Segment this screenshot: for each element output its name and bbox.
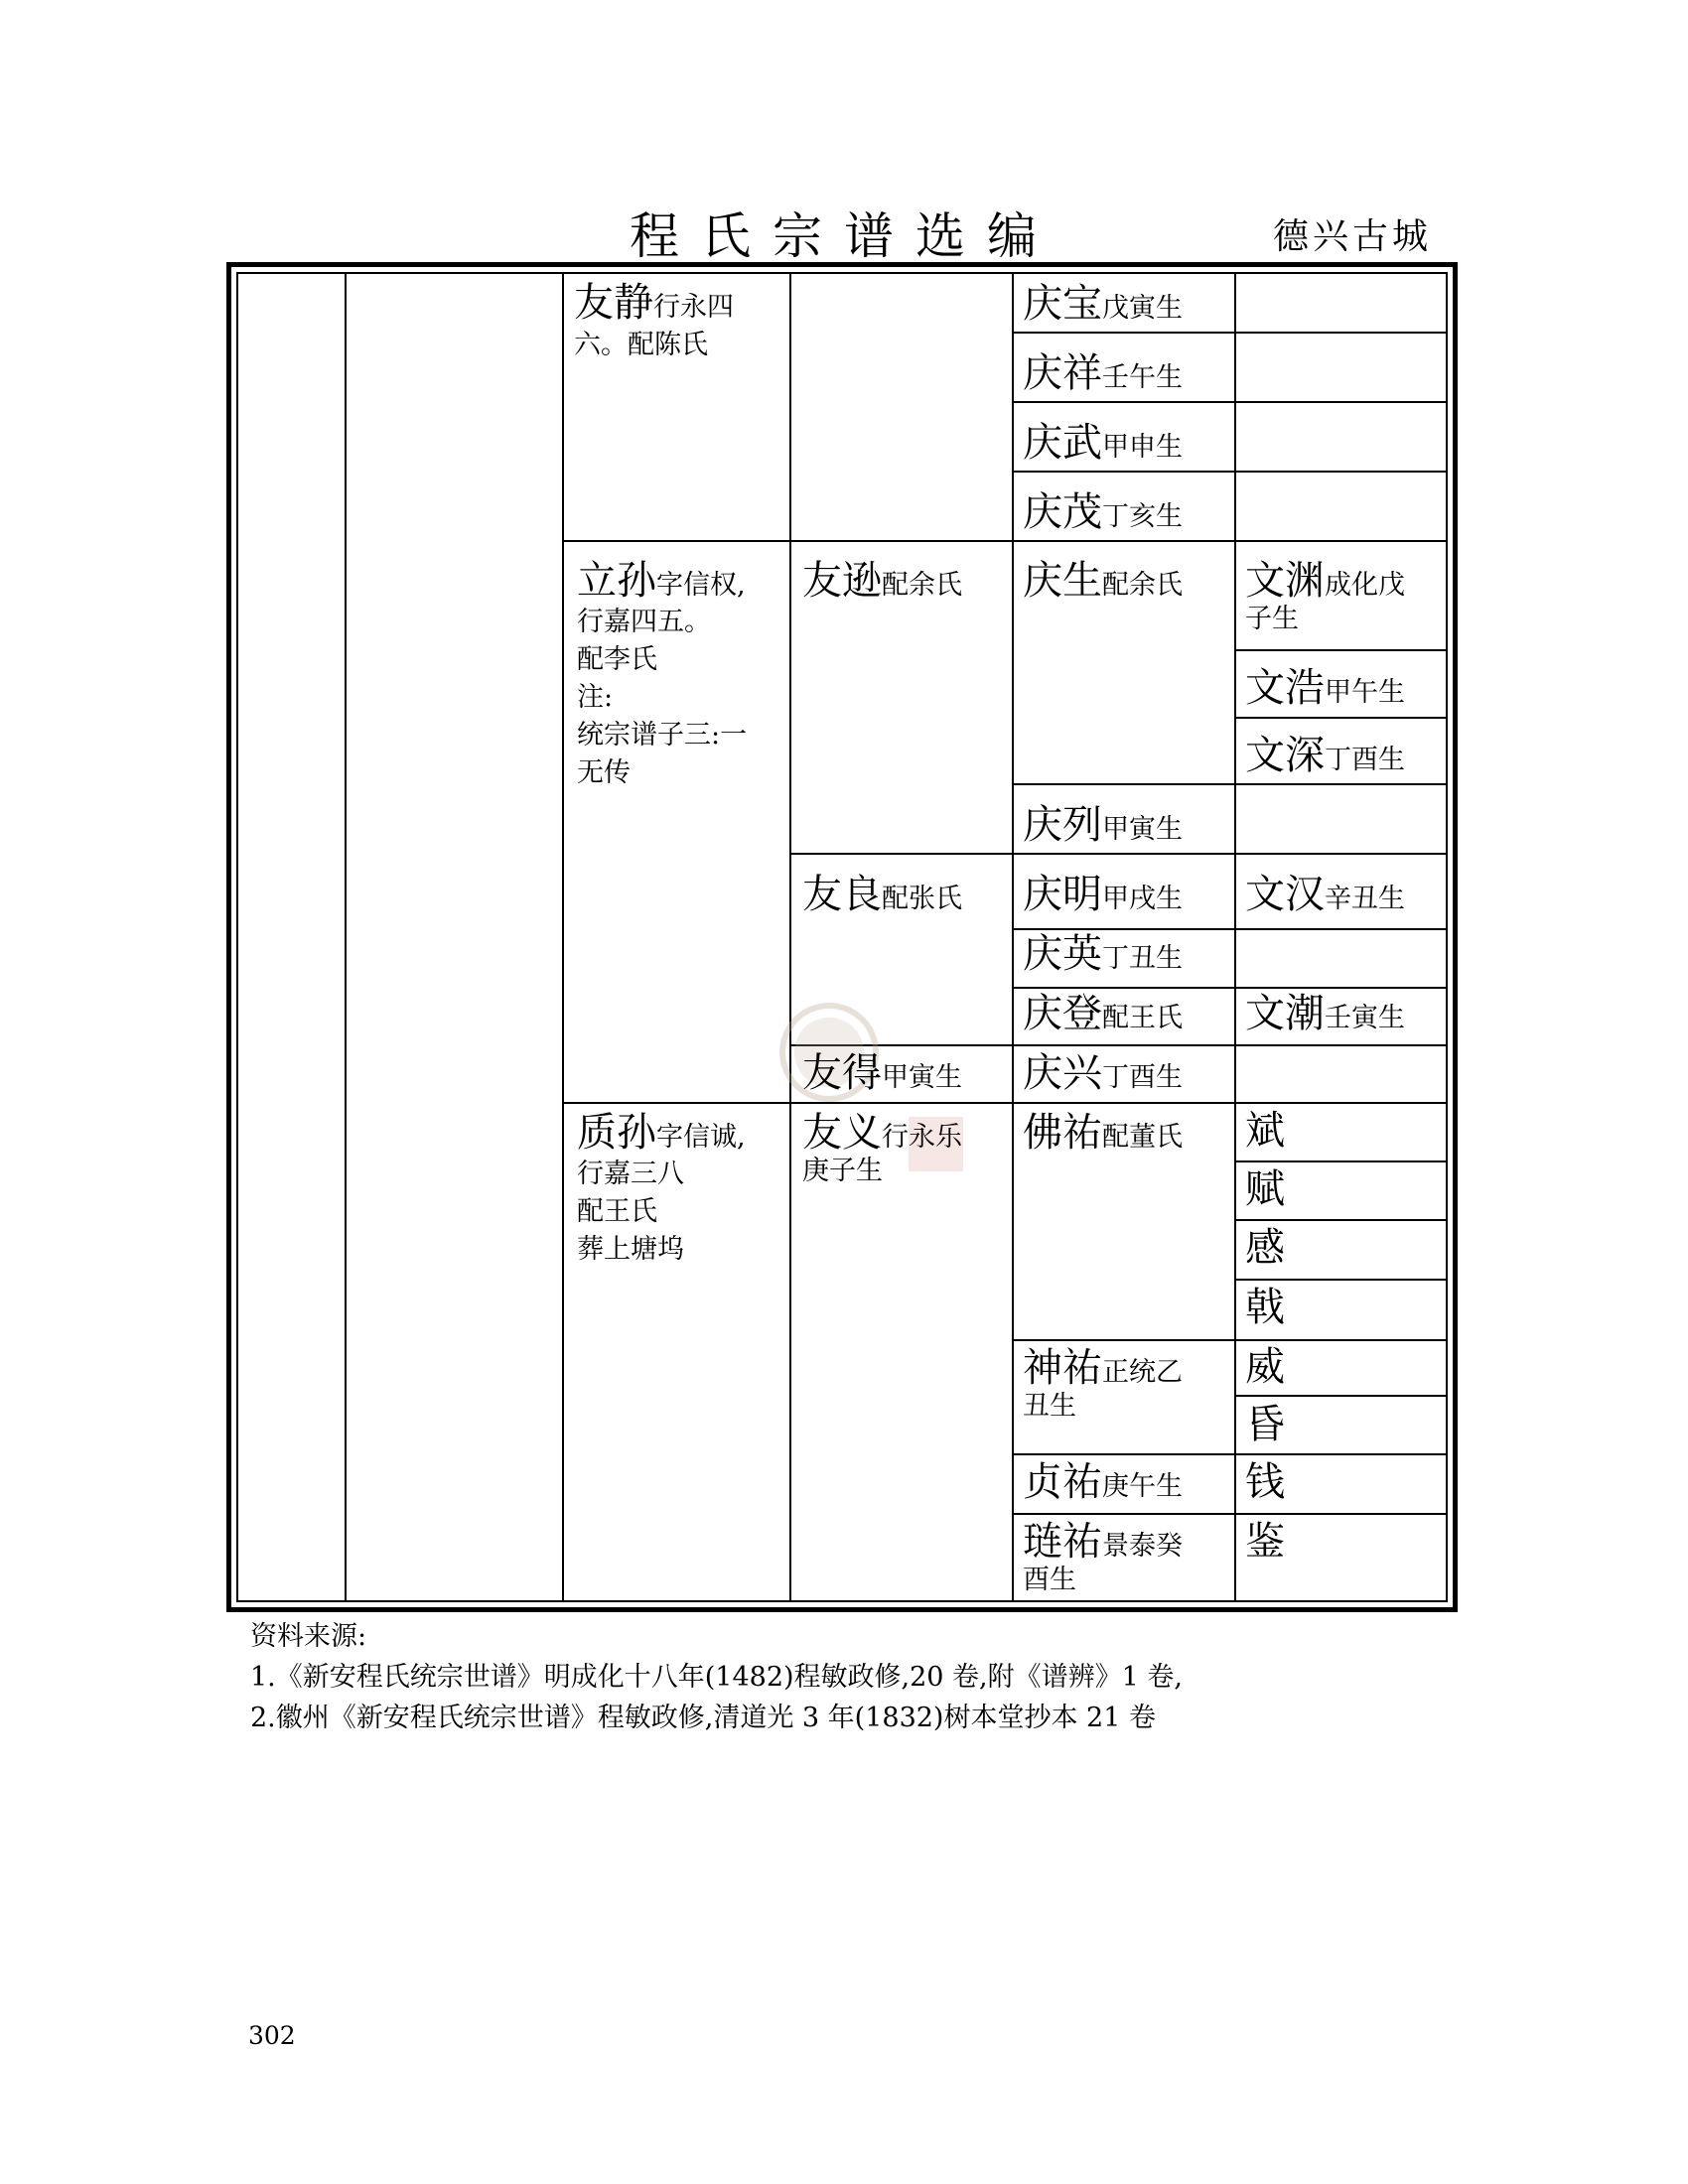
row-divider bbox=[1012, 332, 1448, 334]
person-note-cont: 酉生 bbox=[1023, 1565, 1076, 1595]
entry-qingbao bbox=[1023, 281, 1183, 327]
source-item: 1.《新安程氏统宗世谱》明成化十八年(1482)程敏政修,20 卷,附《谱辨》1 卷, bbox=[250, 1662, 1183, 1693]
row-divider bbox=[1234, 1395, 1448, 1397]
person-name: 友良 bbox=[802, 872, 882, 917]
person-name: 庆武 bbox=[1023, 420, 1102, 466]
person-name: 庆英 bbox=[1023, 931, 1102, 977]
person-note: 配余氏 bbox=[882, 570, 962, 601]
row-divider bbox=[1234, 1160, 1448, 1162]
row-divider bbox=[789, 853, 1448, 855]
person-name: 文潮 bbox=[1245, 991, 1325, 1036]
person-name: 文汉 bbox=[1245, 872, 1325, 917]
person-detail: 无传 bbox=[577, 757, 631, 788]
person-name: 友得 bbox=[802, 1050, 882, 1096]
person-note: 景泰癸 bbox=[1102, 1531, 1183, 1562]
person-note: 辛丑生 bbox=[1325, 884, 1405, 914]
person-note: 行永四六。配陈氏 bbox=[574, 292, 734, 360]
entry-wenshen bbox=[1245, 733, 1405, 778]
person-name: 庆茂 bbox=[1023, 489, 1102, 535]
person-name: 神祐 bbox=[1023, 1345, 1102, 1391]
person-name: 庆兴 bbox=[1023, 1050, 1102, 1096]
person-detail: 统宗谱子三:一 bbox=[577, 720, 748, 751]
person-name: 友静 bbox=[574, 280, 653, 326]
person-name: 友逊 bbox=[802, 558, 882, 604]
entry-qingxiang bbox=[1023, 350, 1183, 396]
entry-qingxing bbox=[1023, 1050, 1183, 1096]
page-subtitle: 德兴古城 bbox=[1272, 216, 1432, 257]
page-number: 302 bbox=[248, 2021, 296, 2050]
person-note-cont: 子生 bbox=[1245, 604, 1299, 634]
person-detail: 注: bbox=[577, 682, 614, 713]
row-divider bbox=[562, 540, 1448, 542]
entry-youyi bbox=[802, 1110, 1006, 1186]
entry-youliang bbox=[802, 872, 962, 917]
person-name: 庆列 bbox=[1023, 802, 1102, 848]
row-divider bbox=[1234, 1219, 1448, 1221]
row-divider bbox=[1012, 783, 1448, 785]
entry-zhenyou bbox=[1023, 1459, 1183, 1505]
entry-shenyou bbox=[1023, 1345, 1226, 1422]
sources-block bbox=[250, 1616, 1183, 1738]
person-note-cont: 庚子生 bbox=[802, 1156, 883, 1186]
person-detail: 配李氏 bbox=[577, 644, 657, 675]
row-divider bbox=[1234, 649, 1448, 651]
entry-qingmao bbox=[1023, 489, 1183, 535]
entry-youxun bbox=[802, 558, 962, 604]
person-note: 丁丑生 bbox=[1102, 943, 1183, 974]
person-note: 配王氏 bbox=[1102, 1003, 1183, 1033]
person-note: 壬午生 bbox=[1102, 362, 1183, 393]
row-divider bbox=[1012, 1044, 1448, 1046]
person-name: 庆生 bbox=[1023, 558, 1102, 604]
entry-wenhao bbox=[1245, 665, 1405, 711]
person-note: 配余氏 bbox=[1102, 570, 1183, 601]
person-detail: 配王氏 bbox=[577, 1196, 657, 1227]
entry-son: 昏 bbox=[1245, 1402, 1285, 1447]
entry-qingwu bbox=[1023, 420, 1183, 466]
person-detail: 行嘉三八 bbox=[577, 1159, 684, 1189]
person-name: 立孙 bbox=[577, 558, 656, 604]
person-name: 庆宝 bbox=[1023, 281, 1102, 327]
entry-qingming bbox=[1023, 872, 1183, 917]
row-divider bbox=[1012, 1453, 1448, 1455]
person-name: 庆登 bbox=[1023, 991, 1102, 1036]
person-note: 甲戌生 bbox=[1102, 884, 1183, 914]
entry-fuyou bbox=[1023, 1110, 1183, 1156]
person-note: 壬寅生 bbox=[1325, 1003, 1405, 1033]
row-divider bbox=[1234, 1279, 1448, 1281]
person-detail: 行嘉四五。 bbox=[577, 607, 711, 637]
person-name: 友义 bbox=[802, 1110, 882, 1156]
person-name: 庆明 bbox=[1023, 872, 1102, 917]
column-divider bbox=[562, 272, 564, 1602]
entry-qingsheng bbox=[1023, 558, 1183, 604]
person-note: 甲午生 bbox=[1325, 677, 1405, 708]
row-divider bbox=[1012, 401, 1448, 403]
person-name: 文浩 bbox=[1245, 665, 1325, 711]
row-divider bbox=[1012, 928, 1448, 930]
person-note: 甲申生 bbox=[1102, 432, 1183, 463]
entry-son: 钱 bbox=[1245, 1459, 1285, 1505]
person-name: 文深 bbox=[1245, 733, 1325, 778]
sources-heading: 资料来源: bbox=[250, 1621, 367, 1652]
entry-lisun bbox=[577, 558, 785, 792]
person-name: 文渊 bbox=[1245, 558, 1325, 604]
page-title: 程氏宗谱选编 bbox=[630, 207, 1058, 265]
person-note: 正统乙 bbox=[1102, 1357, 1183, 1388]
entry-son: 戟 bbox=[1245, 1285, 1285, 1330]
entry-youjing bbox=[574, 280, 782, 364]
entry-lianyou bbox=[1023, 1519, 1226, 1595]
entry-wenchao bbox=[1245, 991, 1405, 1036]
person-note: 字信权, bbox=[656, 570, 746, 601]
person-name: 贞祐 bbox=[1023, 1459, 1102, 1505]
person-name: 琏祐 bbox=[1023, 1519, 1102, 1565]
entry-son: 鉴 bbox=[1245, 1519, 1285, 1565]
source-item: 2.徽州《新安程氏统宗世谱》程敏政修,清道光 3 年(1832)树本堂抄本 21 卷 bbox=[250, 1703, 1156, 1733]
person-note: 行永乐 bbox=[882, 1122, 962, 1153]
row-divider bbox=[1012, 471, 1448, 473]
person-name: 质孙 bbox=[577, 1110, 656, 1156]
person-note: 甲寅生 bbox=[882, 1062, 962, 1093]
entry-zhisun bbox=[577, 1110, 785, 1269]
person-note: 丁酉生 bbox=[1325, 745, 1405, 775]
person-note: 甲寅生 bbox=[1102, 814, 1183, 845]
person-note: 配董氏 bbox=[1102, 1122, 1183, 1153]
entry-qingying bbox=[1023, 931, 1183, 977]
row-divider bbox=[1012, 1339, 1448, 1341]
person-note: 庚午生 bbox=[1102, 1471, 1183, 1502]
entry-son: 斌 bbox=[1245, 1108, 1285, 1154]
person-name: 庆祥 bbox=[1023, 350, 1102, 396]
person-detail: 葬上塘坞 bbox=[577, 1234, 684, 1265]
person-name: 佛祐 bbox=[1023, 1110, 1102, 1156]
entry-son: 威 bbox=[1245, 1344, 1285, 1390]
entry-qinglie bbox=[1023, 802, 1183, 848]
person-note: 丁亥生 bbox=[1102, 501, 1183, 532]
person-note: 戊寅生 bbox=[1102, 293, 1183, 324]
row-divider bbox=[562, 1102, 1448, 1104]
entry-son: 感 bbox=[1245, 1225, 1285, 1271]
entry-wenyuan bbox=[1245, 558, 1444, 634]
row-divider bbox=[1234, 717, 1448, 719]
row-divider bbox=[1012, 1513, 1448, 1515]
row-divider bbox=[1012, 987, 1448, 989]
person-note: 配张氏 bbox=[882, 884, 962, 914]
person-note-cont: 丑生 bbox=[1023, 1391, 1076, 1422]
entry-son: 赋 bbox=[1245, 1166, 1285, 1212]
entry-wenhan bbox=[1245, 872, 1405, 917]
person-note: 丁酉生 bbox=[1102, 1062, 1183, 1093]
column-divider bbox=[789, 272, 791, 1602]
entry-qingdeng bbox=[1023, 991, 1183, 1036]
person-note: 成化戊 bbox=[1325, 570, 1405, 601]
entry-youde bbox=[802, 1050, 962, 1096]
person-note: 字信诚, bbox=[656, 1122, 746, 1153]
column-divider bbox=[345, 272, 347, 1602]
